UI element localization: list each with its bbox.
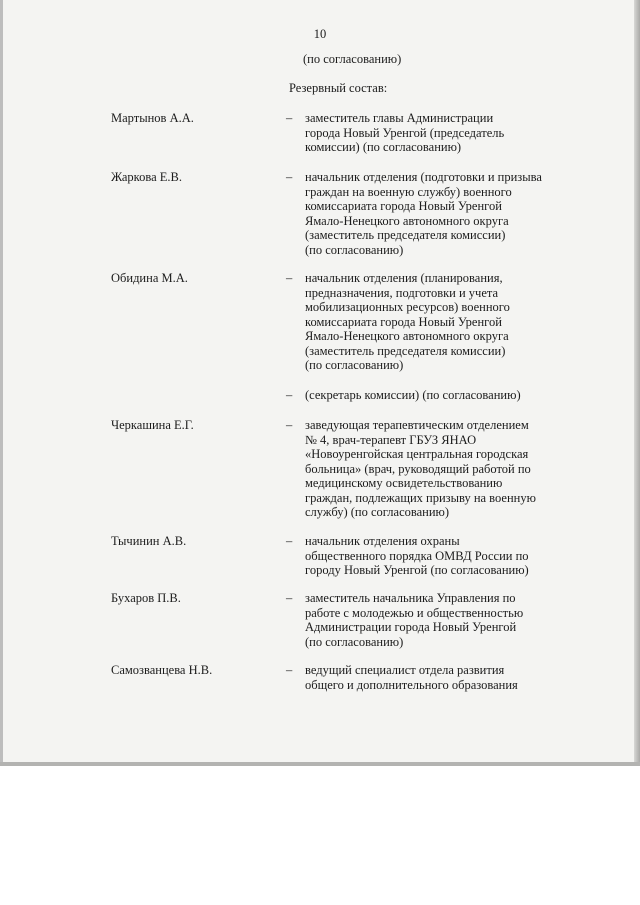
- member-role: [305, 418, 536, 520]
- role-line: (по согласованию): [305, 358, 404, 372]
- role-line: службу) (по согласованию): [305, 505, 450, 519]
- role-line: медицинскому освидетельствованию: [305, 476, 503, 490]
- role-line: заместитель начальника Управления по: [305, 591, 516, 605]
- dash-separator: –: [286, 534, 293, 548]
- dash-separator: –: [286, 418, 293, 432]
- dash-separator: –: [286, 271, 293, 285]
- role-line: больница» (врач, руководящий работой по: [305, 461, 531, 476]
- member-role: [305, 271, 510, 373]
- top-note: (по согласованию): [303, 52, 402, 66]
- role-line: Администрации города Новый Уренгой: [305, 620, 517, 634]
- member-name: Жаркова Е.В.: [111, 170, 183, 184]
- scan-edge-left: [0, 0, 3, 766]
- role-line: «Новоуренгойская центральная городская: [305, 447, 529, 461]
- role-line: начальник отделения охраны: [305, 534, 460, 548]
- member-role: [305, 591, 523, 649]
- role-line: мобилизационных ресурсов) военного: [305, 300, 510, 314]
- role-line: общественного порядка ОМВД России по: [305, 548, 529, 563]
- role-line: Ямало-Ненецкого автономного округа: [305, 213, 509, 228]
- member-name: Черкашина Е.Г.: [111, 418, 194, 432]
- role-line: города Новый Уренгой (председатель: [305, 125, 505, 140]
- member-role: [305, 663, 518, 692]
- page-number: 10: [313, 27, 327, 41]
- role-line: комиссии) (по согласованию): [305, 140, 462, 154]
- role-line: предназначения, подготовки и учета: [305, 285, 499, 300]
- scan-edge-right: [634, 0, 640, 766]
- role-line: городу Новый Уренгой (по согласованию): [305, 563, 529, 577]
- dash-separator: –: [286, 170, 293, 184]
- role-line: начальник отделения (подготовки и призыва: [305, 170, 542, 184]
- dash-separator: –: [286, 111, 293, 125]
- role-line: № 4, врач-терапевт ГБУЗ ЯНАО: [305, 432, 477, 447]
- scan-edge-bottom: [0, 762, 640, 766]
- member-name: Мартынов А.А.: [111, 111, 194, 125]
- role-line: работе с молодежью и общественностью: [305, 605, 524, 620]
- role-line: комиссариата города Новый Уренгой: [305, 199, 502, 213]
- role-line: ведущий специалист отдела развития: [305, 663, 505, 677]
- role-line: начальник отделения (планирования,: [305, 271, 503, 285]
- role-line: граждан, подлежащих призыву на военную: [305, 490, 536, 505]
- role-line: (заместитель председателя комиссии): [305, 343, 506, 358]
- role-line: общего и дополнительного образования: [305, 677, 518, 692]
- member-role: [305, 534, 529, 578]
- role-line: заведующая терапевтическим отделением: [305, 418, 529, 432]
- member-role: [305, 111, 504, 155]
- role-line: граждан на военную службу) военного: [305, 184, 512, 199]
- role-line: (по согласованию): [305, 242, 404, 257]
- role-line: Ямало-Ненецкого автономного округа: [305, 329, 509, 343]
- role-line: (секретарь комиссии) (по согласованию): [305, 388, 521, 402]
- member-name: Самозванцева Н.В.: [111, 663, 213, 677]
- role-line: комиссариата города Новый Уренгой: [305, 314, 502, 329]
- dash-separator: –: [286, 591, 293, 605]
- dash-separator: –: [286, 388, 293, 402]
- role-line: (по согласованию): [305, 634, 404, 649]
- member-name: Обидина М.А.: [111, 271, 188, 285]
- member-name: Тычинин А.В.: [111, 534, 187, 548]
- section-title: Резервный состав:: [289, 81, 388, 95]
- member-role: [305, 388, 521, 403]
- member-role: [305, 170, 542, 257]
- dash-separator: –: [286, 663, 293, 677]
- role-line: заместитель главы Администрации: [305, 111, 494, 125]
- role-line: (заместитель председателя комиссии): [305, 228, 506, 242]
- member-name: Бухаров П.В.: [111, 591, 181, 605]
